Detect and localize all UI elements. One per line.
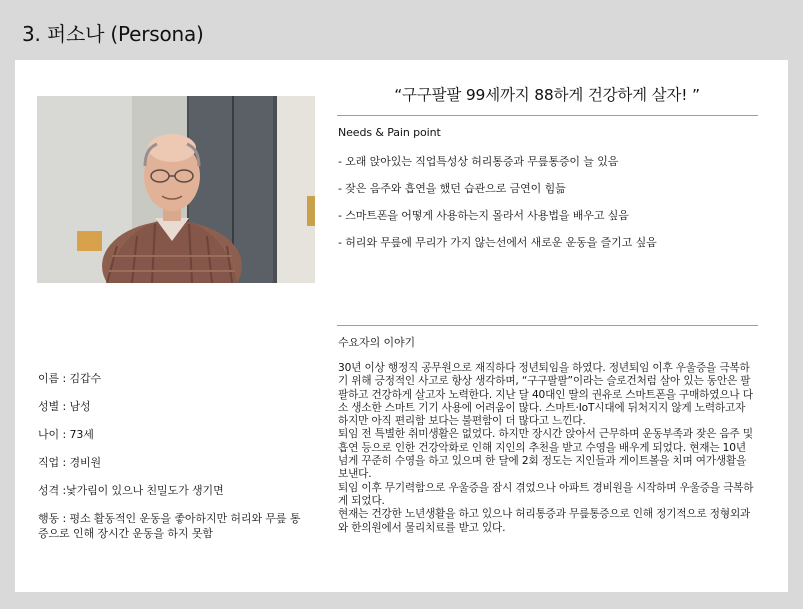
needs-heading: Needs & Pain point xyxy=(338,126,441,139)
profile-name: 이름 : 김갑수 xyxy=(38,372,102,385)
needs-item: - 허리와 무릎에 무리가 가지 않는선에서 새로운 운동을 즐기고 싶음 xyxy=(338,236,657,249)
story-paragraph: 퇴임 이후 무기력함으로 우울증을 잠시 겪었으나 아파트 경비원을 시작하며 우울증을 극복하게 되었다. xyxy=(338,481,754,507)
profile-job: 직업 : 경비원 xyxy=(38,456,102,469)
persona-panel xyxy=(15,60,788,592)
persona-profile xyxy=(38,372,303,541)
needs-item: - 잦은 음주와 흡연을 했던 습관으로 금연이 힘듦 xyxy=(338,182,566,195)
profile-gender: 성별 : 남성 xyxy=(38,400,91,413)
story-paragraph: 현재는 건강한 노년생활을 하고 있으나 허리통증과 무릎통증으로 인해 정기적으로 정형외과와 한의원에서 물리치료를 받고 있다. xyxy=(338,508,751,534)
story-heading: 수요자의 이야기 xyxy=(338,336,416,349)
story-text xyxy=(338,362,758,535)
profile-age: 나이 : 73세 xyxy=(38,428,94,441)
needs-item: - 오래 앉아있는 직업특성상 허리통증과 무릎통증이 늘 있음 xyxy=(338,155,619,168)
story-paragraph: 퇴임 전 특별한 취미생활은 없었다. 하지만 장시간 앉아서 근무하며 운동부족과 잦은 음주 및 흡연 등으로 인한 건강악화로 인해 지인의 추천을 받고 수영을 배우게 되었다. 현재는 10년 넘게 꾸준히 수영을 하고 있으며 한 달에 2회 정도는 지인들과 게이트볼을 치며 여가생활을 보낸다. xyxy=(338,428,753,481)
story-paragraph: 30년 이상 행정직 공무원으로 재직하다 정년퇴임을 하였다. 정년퇴임 이후 우울증을 극복하기 위해 긍정적인 사고로 항상 생각하며, “구구팔팔”이라는 슬로건처럼 살아 있는 동안은 팔팔하고 건강하게 살고자 노력한다. 지난 달 40대인 딸의 권유로 스마트폰을 구매하였으나 다소 생소한 스마트 기기 사용에 어려움이 많다. 스마트·IoT시대에 뒤처지지 않게 노력하고자 하지만 아직 편리함 보다는 불편함이 더 많다고 느낀다. xyxy=(338,362,753,428)
slide-title: 3. 퍼소나 (Persona) xyxy=(22,22,204,46)
needs-item: - 스마트폰을 어떻게 사용하는지 몰라서 사용법을 배우고 싶음 xyxy=(338,209,629,222)
divider xyxy=(337,115,758,116)
persona-quote: “구구팔팔 99세까지 88하게 건강하게 살자! ” xyxy=(394,86,700,104)
persona-photo xyxy=(37,96,315,283)
profile-personality: 성격 :낯가림이 있으나 친밀도가 생기면 xyxy=(38,484,224,497)
divider xyxy=(337,325,758,326)
needs-list xyxy=(338,154,758,262)
profile-behavior: 행동 : 평소 활동적인 운동을 좋아하지만 허리와 무릎 통증으로 인해 장시간 운동을 하지 못함 xyxy=(38,512,301,540)
